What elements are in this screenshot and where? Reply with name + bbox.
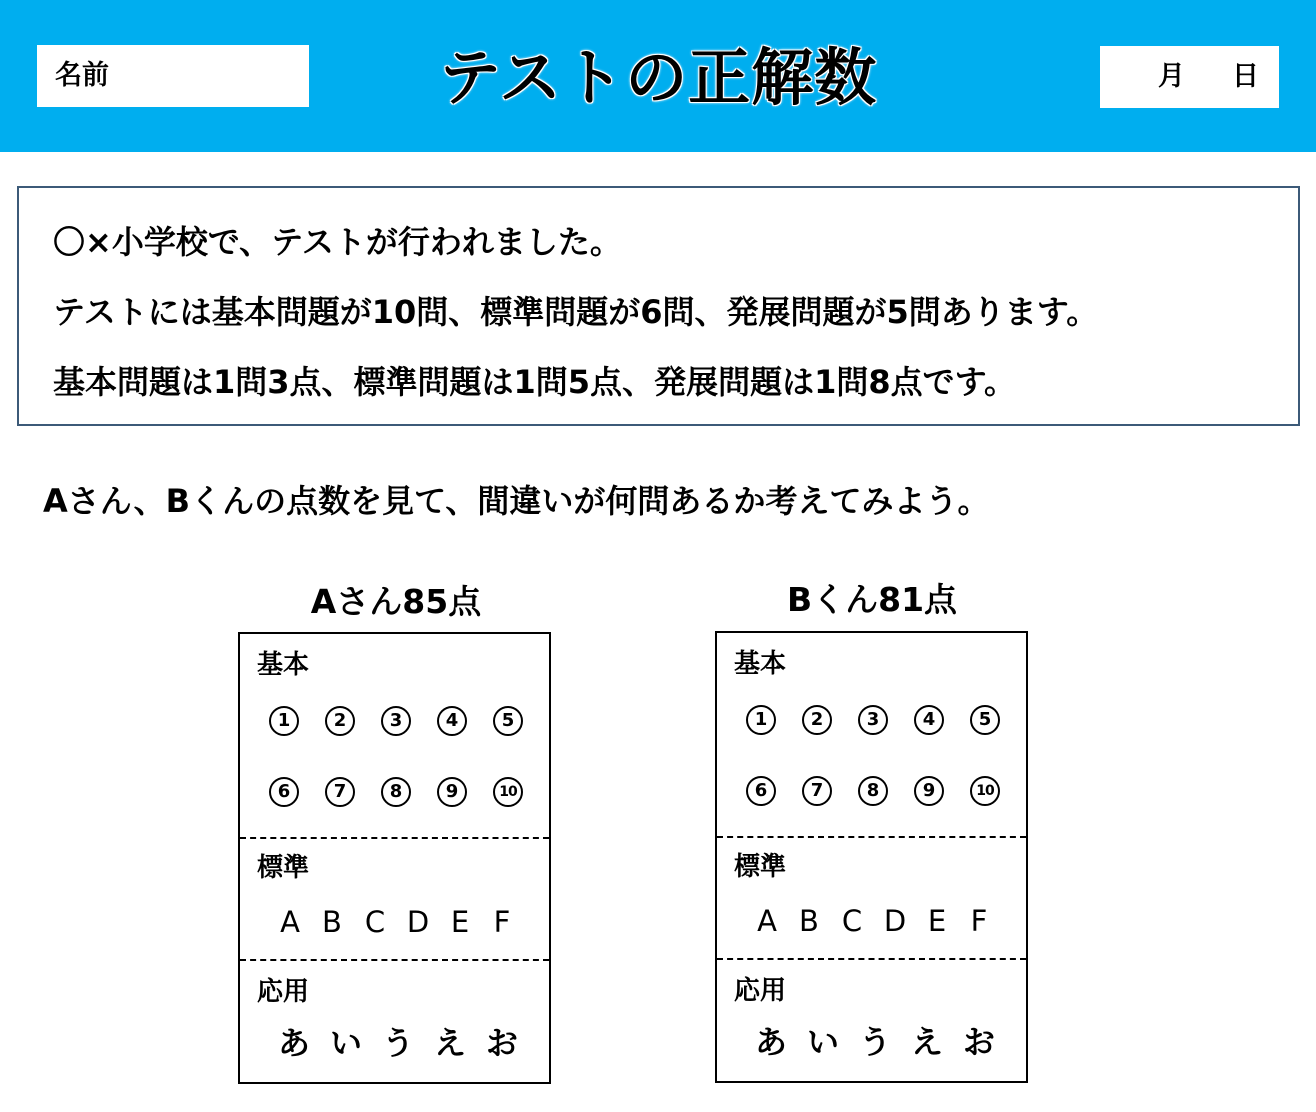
answer-card-a xyxy=(238,632,551,1084)
standard-question-e[interactable]: E xyxy=(927,904,947,938)
date-field[interactable] xyxy=(1100,46,1279,108)
basic-question-10[interactable]: 10 xyxy=(488,773,528,813)
advanced-section xyxy=(717,958,1026,1081)
basic-question-9[interactable]: 9 xyxy=(432,773,472,813)
basic-question-2[interactable]: 2 xyxy=(797,701,837,741)
advanced-row xyxy=(751,1022,1031,1062)
standard-question-d[interactable]: D xyxy=(883,904,907,938)
advanced-label: 応用 xyxy=(734,976,787,1006)
instruction-text: Aさん、Bくんの点数を見て、間違いが何問あるか考えてみよう。 xyxy=(43,482,990,520)
info-line-3: 基本問題は1問3点、標準問題は1問5点、発展問題は1問8点です。 xyxy=(53,363,1017,401)
basic-question-10[interactable]: 10 xyxy=(965,772,1005,812)
standard-question-b[interactable]: B xyxy=(322,905,342,939)
advanced-question-e[interactable]: え xyxy=(433,1024,466,1062)
basic-question-4[interactable]: 4 xyxy=(432,702,472,742)
basic-row-2 xyxy=(741,772,1021,812)
basic-question-8[interactable]: 8 xyxy=(376,773,416,813)
standard-question-a[interactable]: A xyxy=(280,905,300,939)
advanced-label: 応用 xyxy=(257,977,310,1007)
advanced-question-a[interactable]: あ xyxy=(754,1023,787,1061)
name-label: 名前 xyxy=(55,60,109,91)
standard-question-e[interactable]: E xyxy=(450,905,470,939)
standard-question-b[interactable]: B xyxy=(799,904,819,938)
standard-section xyxy=(717,836,1026,958)
advanced-question-u[interactable]: う xyxy=(858,1023,891,1061)
basic-question-3[interactable]: 3 xyxy=(853,701,893,741)
advanced-question-i[interactable]: い xyxy=(806,1023,839,1061)
standard-question-f[interactable]: F xyxy=(970,904,988,938)
basic-question-6[interactable]: 6 xyxy=(264,773,304,813)
basic-row-1 xyxy=(264,702,544,742)
standard-label: 標準 xyxy=(734,852,787,882)
advanced-question-o[interactable]: お xyxy=(485,1024,518,1062)
info-line-1: 〇×小学校で、テストが行われました。 xyxy=(53,223,622,261)
problem-info-box xyxy=(17,186,1300,426)
basic-question-7[interactable]: 7 xyxy=(797,772,837,812)
info-line-2: テストには基本問題が10問、標準問題が6問、発展問題が5問あります。 xyxy=(53,293,1099,331)
basic-question-5[interactable]: 5 xyxy=(488,702,528,742)
basic-section xyxy=(717,633,1026,836)
basic-row-1 xyxy=(741,701,1021,741)
basic-label: 基本 xyxy=(734,649,787,679)
basic-row-2 xyxy=(264,773,544,813)
standard-question-c[interactable]: C xyxy=(841,904,863,938)
answer-card-b xyxy=(715,631,1028,1083)
header-bar xyxy=(0,0,1316,152)
basic-question-8[interactable]: 8 xyxy=(853,772,893,812)
basic-label: 基本 xyxy=(257,650,310,680)
standard-label: 標準 xyxy=(257,853,310,883)
month-label: 月 xyxy=(1158,61,1185,92)
standard-question-a[interactable]: A xyxy=(757,904,777,938)
basic-question-1[interactable]: 1 xyxy=(264,702,304,742)
basic-question-3[interactable]: 3 xyxy=(376,702,416,742)
basic-question-6[interactable]: 6 xyxy=(741,772,781,812)
standard-row xyxy=(270,902,550,942)
basic-question-5[interactable]: 5 xyxy=(965,701,1005,741)
standard-section xyxy=(240,837,549,959)
card-b-title: Bくん81点 xyxy=(786,580,958,619)
advanced-question-u[interactable]: う xyxy=(381,1024,414,1062)
advanced-question-a[interactable]: あ xyxy=(277,1024,310,1062)
page-title: テストの正解数 xyxy=(438,41,878,114)
basic-question-9[interactable]: 9 xyxy=(909,772,949,812)
advanced-row xyxy=(274,1023,554,1063)
basic-question-1[interactable]: 1 xyxy=(741,701,781,741)
standard-question-c[interactable]: C xyxy=(364,905,386,939)
standard-question-f[interactable]: F xyxy=(493,905,511,939)
standard-row xyxy=(747,901,1027,941)
standard-question-d[interactable]: D xyxy=(406,905,430,939)
advanced-question-e[interactable]: え xyxy=(910,1023,943,1061)
basic-section xyxy=(240,634,549,837)
advanced-section xyxy=(240,959,549,1082)
day-label: 日 xyxy=(1232,61,1259,92)
advanced-question-o[interactable]: お xyxy=(962,1023,995,1061)
name-field[interactable] xyxy=(37,45,309,107)
basic-question-4[interactable]: 4 xyxy=(909,701,949,741)
basic-question-2[interactable]: 2 xyxy=(320,702,360,742)
basic-question-7[interactable]: 7 xyxy=(320,773,360,813)
advanced-question-i[interactable]: い xyxy=(329,1024,362,1062)
card-a-title: Aさん85点 xyxy=(310,582,482,621)
